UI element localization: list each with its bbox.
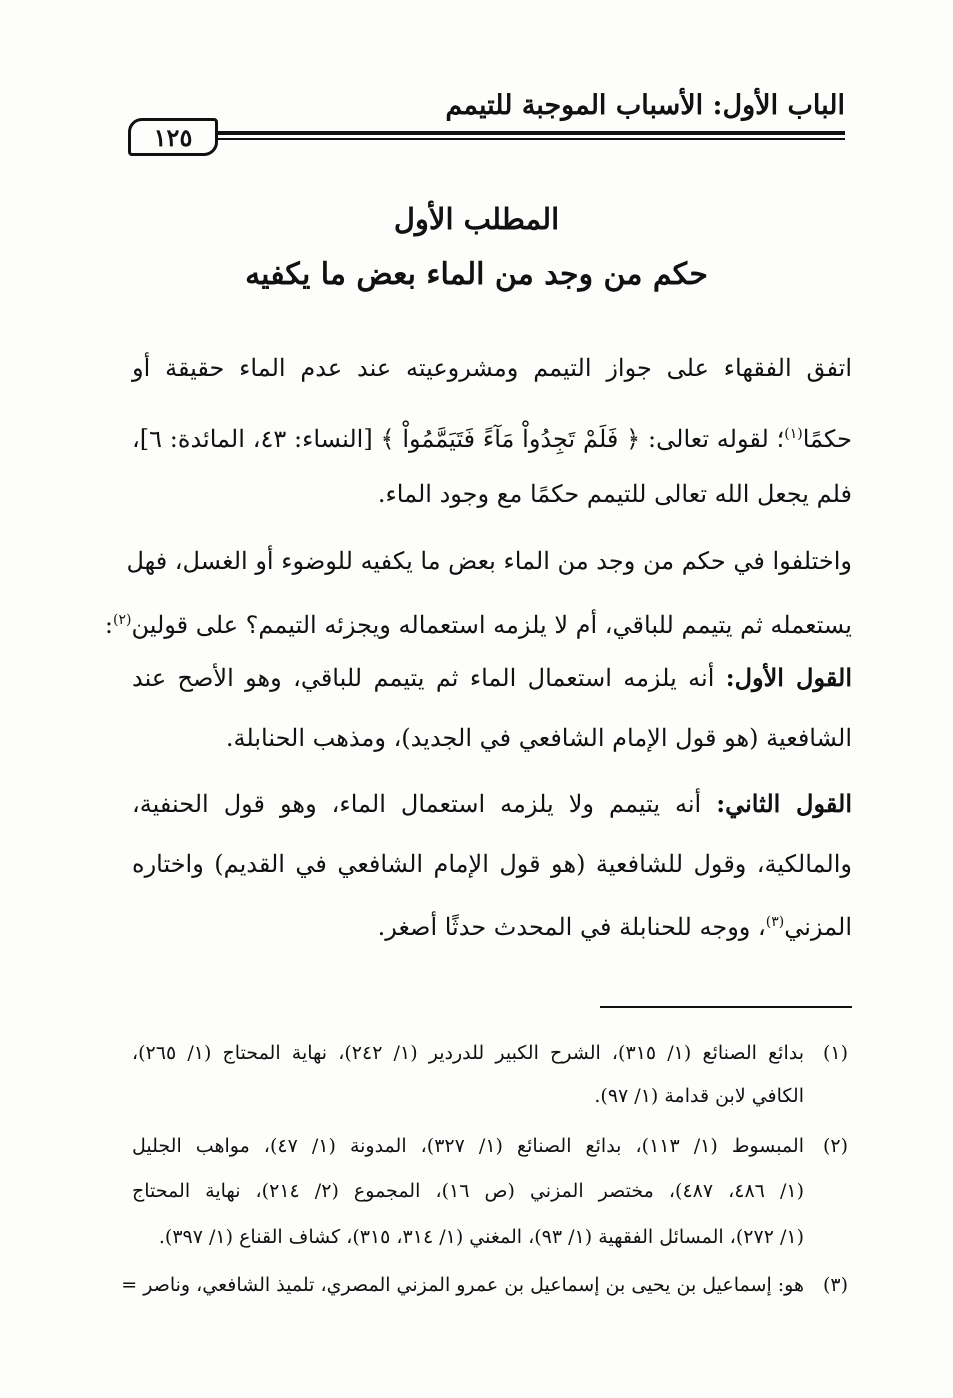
footnote-ref[interactable]: (١) [784,426,803,442]
section-heading: المطلب الأول [393,202,560,236]
footnote-ref[interactable]: (٣) [765,914,785,930]
opinion-label: القول الأول: [725,663,852,692]
text-run: اتفق الفقهاء على جواز التيمم ومشروعيته عند عدم الماء حقيقة أو [132,354,852,382]
body-line [104,604,852,641]
body-line [132,352,852,384]
body-line [132,478,852,510]
body-line [132,662,852,694]
header-rule-thick [210,131,845,135]
text-run: الشافعية (هو قول الإمام الشافعي في الجديد)، ومذهب الحنابلة. [225,724,852,752]
page-number: ١٢٥ [128,118,218,156]
footnote-number: (٢) [822,1135,848,1157]
body-line [132,848,852,880]
text-run: يستعمله ثم يتيمم للباقي، أم لا يلزمه استعماله ويجزئه التيمم؟ على قولين [131,611,852,639]
footnote-number: (١) [822,1042,848,1064]
header-rule-thin [210,138,845,140]
footnote-number: (٣) [822,1274,848,1296]
text-run: : [104,611,113,639]
text-run: المزني [784,913,852,941]
footnote-line: بدائع الصنائع (١/ ٣١٥)، الشرح الكبير للدردير (١/ ٢٤٢)، نهاية المحتاج (١/ ٢٦٥)، [132,1042,805,1064]
text-run: فلم يجعل الله تعالى للتيمم حكمًا مع وجود الماء. [377,480,852,508]
section-subheading: حكم من وجد من الماء بعض ما يكفيه [245,257,708,292]
text-run: أنه يلزمه استعمال الماء ثم يتيمم للباقي، وهو الأصح عند [132,664,726,692]
footnote-ref[interactable]: (٢) [112,612,132,628]
text-run: ؛ لقوله تعالى: ﴿ فَلَمْ تَجِدُواْ مَآءً فَتَيَمَّمُواْ ﴾ [النساء: ٤٣، المائدة: ٦]، [132,425,785,453]
running-title: الباب الأول: الأسباب الموجبة للتيمم [445,90,845,121]
footnote-line: الكافي لابن قدامة (١/ ٩٧). [594,1085,804,1107]
footnote-line: المبسوط (١/ ١١٣)، بدائع الصنائع (١/ ٣٢٧)، المدونة (١/ ٤٧)، مواهب الجليل [132,1135,804,1157]
text-run: ، ووجه للحنابلة في المحدث حدثًا أصغر. [377,913,766,941]
footnote-line: هو: إسماعيل بن يحيى بن إسماعيل بن عمرو المزني المصري، تلميذ الشافعي، وناصر = [121,1274,804,1296]
body-line [126,545,852,577]
body-line [132,788,852,820]
footnote-line: (١/ ٤٨٦، ٤٨٧)، مختصر المزني (ص ١٦)، المجموع (٢/ ٢١٤)، نهاية المحتاج [132,1180,805,1202]
text-run: أنه يتيمم ولا يلزمه استعمال الماء، وهو قول الحنفية، [132,790,717,818]
footnote-line: (١/ ٢٧٢)، المسائل الفقهية (١/ ٩٣)، المغني (١/ ٣١٤، ٣١٥)، كشاف القناع (١/ ٣٩٧). [158,1226,804,1248]
body-line [132,722,852,754]
text-run: والمالكية، وقول للشافعية (هو قول الإمام الشافعي في القديم) واختاره [132,850,852,878]
opinion-label: القول الثاني: [716,789,853,818]
text-run: حكمًا [802,425,853,453]
body-line [132,906,852,943]
body-line [132,418,852,455]
footnote-separator [600,1006,852,1008]
text-run: واختلفوا في حكم من وجد من الماء بعض ما يكفيه للوضوء أو الغسل، فهل [126,547,852,575]
